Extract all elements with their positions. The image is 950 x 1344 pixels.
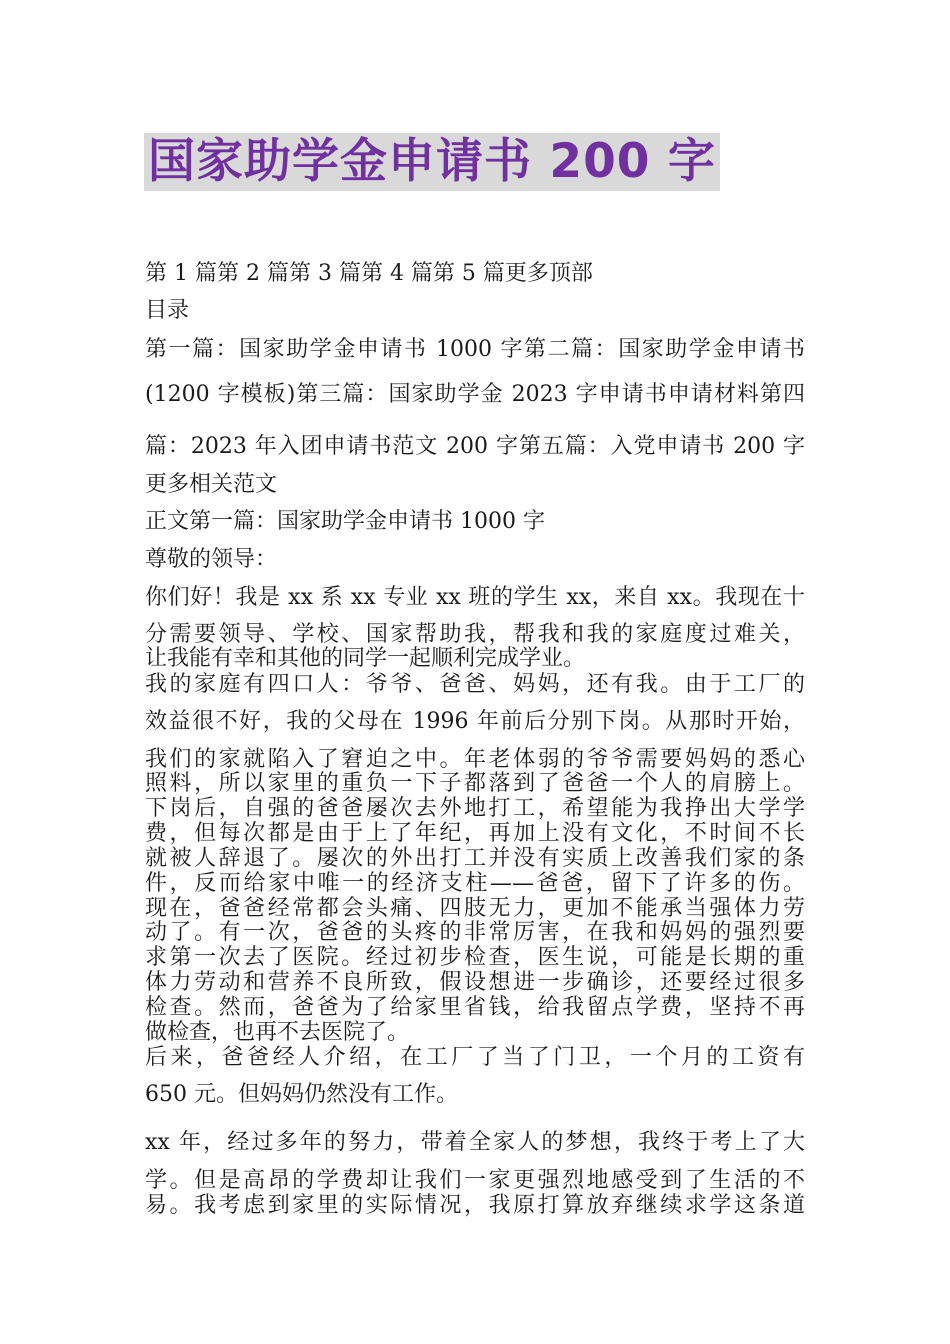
body-line: 就被人辞退了。屡次的外出打工并没有实质上改善我们家的条 [145, 846, 805, 871]
body-line: 你们好！我是 xx 系 xx 专业 xx 班的学生 xx，来自 xx。我现在十 [145, 585, 805, 610]
body-line: 费，但每次都是由于上了年纪，再加上没有文化，不时间不长 [145, 821, 805, 846]
page-nav: 第 1 篇第 2 篇第 3 篇第 4 篇第 5 篇更多顶部 [145, 261, 593, 286]
body-line: 求第一次去了医院。经过初步检查，医生说，可能是长期的重 [145, 945, 805, 970]
body-line: 照料，所以家里的重负一下子都落到了爸爸一个人的肩膀上。 [145, 771, 805, 796]
document-title: 国家助学金申请书 200 字 [144, 133, 720, 191]
toc-heading: 目录 [145, 298, 190, 323]
body-line: 分需要领导、学校、国家帮助我，帮我和我的家庭度过难关， [145, 622, 805, 647]
body-line: 学。但是高昂的学费却让我们一家更强烈地感受到了生活的不 [145, 1168, 805, 1193]
body-line: 后来，爸爸经人介绍，在工厂了当了门卫，一个月的工资有 [145, 1045, 805, 1070]
salutation: 尊敬的领导： [145, 547, 278, 572]
toc-line: 更多相关范文 [145, 472, 278, 497]
body-line: 650 元。但妈妈仍然没有工作。 [145, 1082, 458, 1107]
body-line: 检查。然而，爸爸为了给家里省钱，给我留点学费，坚持不再 [145, 995, 805, 1020]
body-line: 易。我考虑到家里的实际情况，我原打算放弃继续求学这条道 [145, 1193, 805, 1218]
body-line: 效益很不好，我的父母在 1996 年前后分别下岗。从那时开始， [145, 709, 805, 734]
body-line: xx 年，经过多年的努力，带着全家人的梦想，我终于考上了大 [145, 1130, 805, 1155]
title-block [144, 133, 720, 191]
body-line: 件，反而给家中唯一的经济支柱——爸爸，留下了许多的伤。 [145, 871, 805, 896]
body-heading: 正文第一篇：国家助学金申请书 1000 字 [145, 509, 545, 534]
body-line: 我们的家就陷入了窘迫之中。年老体弱的爷爷需要妈妈的悉心 [145, 747, 805, 772]
body-line: 我的家庭有四口人：爷爷、爸爸、妈妈，还有我。由于工厂的 [145, 672, 805, 697]
body-line: 让我能有幸和其他的同学一起顺利完成学业。 [145, 646, 586, 671]
toc-line: 篇：2023 年入团申请书范文 200 字第五篇：入党申请书 200 字 [145, 434, 805, 459]
body-line: 动了。有一次，爸爸的头疼的非常厉害，在我和妈妈的强烈要 [145, 920, 805, 945]
body-line: 现在，爸爸经常都会头痛、四肢无力，更加不能承当强体力劳 [145, 896, 805, 921]
toc-line: 第一篇：国家助学金申请书 1000 字第二篇：国家助学金申请书 [145, 337, 805, 362]
toc-line: (1200 字模板)第三篇：国家助学金 2023 字申请书申请材料第四 [145, 382, 805, 407]
body-line: 做检查，也再不去医院了。 [145, 1020, 410, 1045]
body-line: 下岗后，自强的爸爸屡次去外地打工，希望能为我挣出大学学 [145, 796, 805, 821]
body-line: 体力劳动和营养不良所致，假设想进一步确诊，还要经过很多 [145, 970, 805, 995]
